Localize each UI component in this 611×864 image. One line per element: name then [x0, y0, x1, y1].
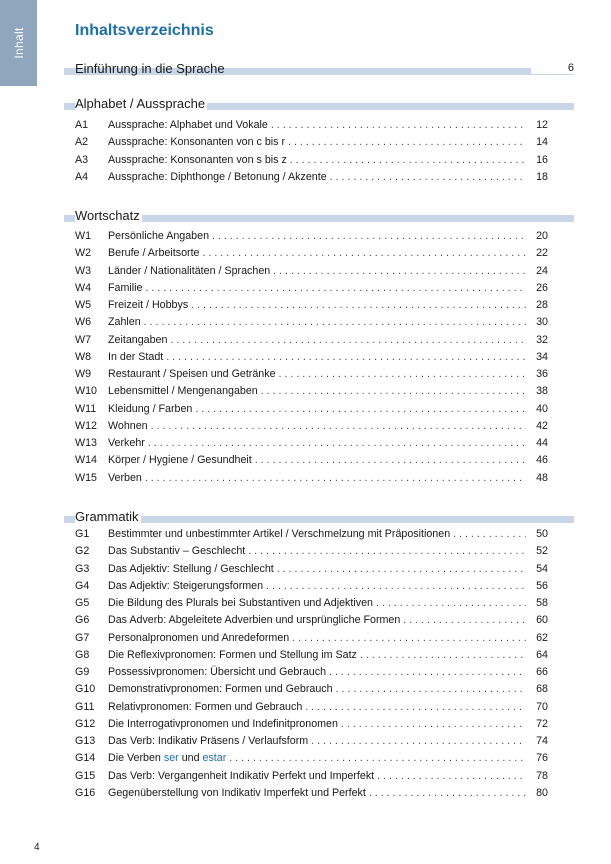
entry-page: 58	[536, 597, 548, 609]
entry-page: 36	[536, 368, 548, 380]
entry-code: W13	[75, 437, 97, 449]
entry-label: Länder / Nationalitäten / Sprachen . . .	[108, 263, 526, 280]
entry-code: W3	[75, 264, 92, 277]
toc-entry[interactable]	[75, 543, 548, 560]
entry-page: 54	[536, 562, 548, 575]
toc-entry[interactable]	[75, 297, 548, 314]
entry-code: W12	[75, 419, 97, 432]
toc-entry[interactable]	[75, 750, 548, 767]
entry-page: 50	[536, 528, 548, 540]
entry-code: W8	[75, 350, 92, 363]
entry-label: Personalpronomen und Anredeformen . . .	[108, 630, 526, 647]
section-title-grammatik: Grammatik	[75, 509, 139, 524]
entry-label: Gegenüberstellung von Indikativ Imperfekt und Perfekt . . .	[108, 785, 526, 802]
entry-label: Zeitangaben . . .	[108, 332, 526, 349]
toc-entry[interactable]	[75, 152, 548, 169]
entry-page: 48	[536, 471, 548, 484]
page-number: 4	[34, 842, 40, 853]
entry-code: A3	[75, 153, 89, 166]
section-grammatik	[64, 511, 574, 525]
entry-label: Familie . . .	[108, 280, 526, 297]
entry-page: 56	[536, 579, 548, 592]
entry-keyword: estar	[202, 752, 227, 765]
entry-code: G4	[75, 579, 90, 592]
entry-code: G8	[75, 648, 90, 661]
entry-label: Kleidung / Farben . . .	[108, 401, 526, 418]
entry-page: 46	[536, 454, 548, 467]
toc-entry[interactable]	[75, 401, 548, 418]
entry-code: A2	[75, 136, 89, 149]
entry-page: 24	[536, 264, 548, 277]
wortschatz-list	[75, 228, 548, 487]
entry-code: W6	[75, 316, 92, 329]
toc-entry[interactable]	[75, 245, 548, 262]
entry-label: Das Adverb: Abgeleitete Adverbien und ursprüngliche Formen . . .	[108, 612, 526, 629]
entry-page: 74	[536, 735, 548, 747]
side-tab	[0, 0, 37, 86]
toc-entry[interactable]	[75, 366, 548, 383]
entry-page: 12	[536, 119, 548, 131]
entry-page: 44	[536, 437, 548, 449]
entry-page: 72	[536, 717, 548, 730]
entry-label: Die Bildung des Plurals bei Substantiven und Adjektiven . . .	[108, 595, 526, 612]
entry-page: 76	[536, 752, 548, 765]
entry-code: W9	[75, 368, 92, 380]
toc-entry[interactable]	[75, 452, 548, 469]
entry-page: 40	[536, 402, 548, 415]
entry-page: 20	[536, 230, 548, 242]
toc-entry[interactable]	[75, 612, 548, 629]
toc-entry[interactable]	[75, 280, 548, 297]
toc-entry[interactable]	[75, 314, 548, 331]
entry-label	[108, 750, 526, 767]
entry-code: W7	[75, 333, 92, 346]
entry-label: Lebensmittel / Mengenangaben . . .	[108, 383, 526, 400]
toc-entry[interactable]	[75, 561, 548, 578]
entry-page: 16	[536, 153, 548, 166]
toc-entry[interactable]	[75, 664, 548, 681]
intro-heading[interactable]	[64, 63, 574, 77]
toc-entry[interactable]	[75, 578, 548, 595]
entry-label: Die Reflexivpronomen: Formen und Stellung im Satz . . .	[108, 647, 526, 664]
intro-title: Einführung in die Sprache	[75, 61, 225, 76]
entry-code: W11	[75, 402, 97, 415]
toc-entry[interactable]	[75, 699, 548, 716]
entry-code: G13	[75, 735, 96, 747]
intro-page: 6	[531, 62, 574, 74]
toc-entry[interactable]	[75, 117, 548, 134]
entry-label: Körper / Hygiene / Gesundheit . . .	[108, 452, 526, 469]
section-title-wortschatz: Wortschatz	[75, 208, 140, 223]
entry-label: Verben . . .	[108, 470, 526, 487]
entry-page: 30	[536, 316, 548, 329]
grammatik-list	[75, 526, 548, 802]
entry-page: 64	[536, 648, 548, 661]
entry-label: Zahlen . . .	[108, 314, 526, 331]
entry-code: G2	[75, 545, 90, 558]
entry-label: Verkehr . . .	[108, 435, 526, 452]
toc-entry[interactable]	[75, 263, 548, 280]
entry-keyword: ser	[163, 752, 179, 765]
entry-label: Relativpronomen: Formen und Gebrauch . . .	[108, 699, 526, 716]
entry-code: A4	[75, 170, 89, 183]
toc-entry[interactable]	[75, 470, 548, 487]
entry-page: 70	[536, 700, 548, 713]
entry-page: 32	[536, 333, 548, 346]
entry-code: G12	[75, 717, 96, 730]
entry-label-part: und	[178, 752, 203, 765]
toc-entry[interactable]	[75, 349, 548, 366]
entry-label: In der Stadt . . .	[108, 349, 526, 366]
entry-label: Demonstrativpronomen: Formen und Gebrauch . . .	[108, 681, 526, 698]
entry-page: 80	[536, 786, 548, 799]
entry-code: G10	[75, 683, 96, 696]
entry-label: Das Verb: Indikativ Präsens / Verlaufsform . . .	[108, 733, 526, 750]
entry-page: 14	[536, 136, 548, 149]
toc-entry[interactable]	[75, 647, 548, 664]
entry-label: Aussprache: Konsonanten von c bis r . . .	[108, 134, 526, 151]
entry-page: 26	[536, 281, 548, 294]
section-wortschatz	[64, 210, 574, 224]
toc-entry[interactable]	[75, 733, 548, 750]
entry-page: 62	[536, 631, 548, 644]
entry-code: G5	[75, 597, 90, 609]
entry-code: G14	[75, 752, 96, 765]
entry-label: Berufe / Arbeitsorte . . .	[108, 245, 526, 262]
page-title: Inhaltsverzeichnis	[75, 22, 214, 39]
entry-code: W5	[75, 299, 92, 311]
entry-page: 38	[536, 385, 548, 398]
toc-entry[interactable]	[75, 768, 548, 785]
entry-label: Die Interrogativpronomen und Indefinitpronomen . . .	[108, 716, 526, 733]
alphabet-list	[75, 117, 548, 186]
toc-entry[interactable]	[75, 228, 548, 245]
entry-label: Persönliche Angaben . . .	[108, 228, 526, 245]
entry-page: 22	[536, 247, 548, 260]
entry-label: Aussprache: Konsonanten von s bis z . . .	[108, 152, 526, 169]
toc-entry[interactable]	[75, 418, 548, 435]
toc-entry[interactable]	[75, 716, 548, 733]
side-tab-label: Inhalt	[11, 27, 26, 59]
entry-page: 34	[536, 350, 548, 363]
entry-label-part: Die Verben	[108, 752, 164, 765]
entry-label: Das Verb: Vergangenheit Indikativ Perfekt und Imperfekt . . .	[108, 768, 526, 785]
toc-entry[interactable]	[75, 169, 548, 186]
entry-code: G16	[75, 786, 96, 799]
entry-page: 60	[536, 614, 548, 627]
toc-entry[interactable]	[75, 435, 548, 452]
toc-entry[interactable]	[75, 134, 548, 151]
toc-entry[interactable]	[75, 630, 548, 647]
entry-code: G3	[75, 562, 90, 575]
entry-code: W4	[75, 281, 92, 294]
toc-entry[interactable]	[75, 526, 548, 543]
entry-label: Wohnen . . .	[108, 418, 526, 435]
entry-label: Freizeit / Hobbys . . .	[108, 297, 526, 314]
entry-code: W1	[75, 230, 92, 242]
entry-code: A1	[75, 119, 89, 131]
entry-label: Das Adjektiv: Steigerungsformen . . .	[108, 578, 526, 595]
entry-label: Bestimmter und unbestimmter Artikel / Verschmelzung mit Präpositionen . . .	[108, 526, 526, 543]
entry-code: W15	[75, 471, 97, 484]
entry-page: 68	[536, 683, 548, 696]
section-alphabet	[64, 98, 574, 112]
entry-label: Restaurant / Speisen und Getränke . . .	[108, 366, 526, 383]
entry-page: 28	[536, 299, 548, 311]
entry-code: G9	[75, 666, 90, 678]
toc-entry[interactable]	[75, 681, 548, 698]
section-title-alphabet: Alphabet / Aussprache	[75, 96, 206, 111]
entry-label: Aussprache: Diphthonge / Betonung / Akzente . . .	[108, 169, 526, 186]
entry-code: G7	[75, 631, 90, 644]
entry-code: W2	[75, 247, 92, 260]
entry-code: G1	[75, 528, 90, 540]
entry-code: G15	[75, 769, 96, 782]
entry-page: 78	[536, 769, 548, 782]
entry-page: 66	[536, 666, 548, 678]
entry-page: 18	[536, 170, 548, 183]
entry-label: Aussprache: Alphabet und Vokale . . .	[108, 117, 526, 134]
entry-label: Das Adjektiv: Stellung / Geschlecht . . .	[108, 561, 526, 578]
entry-code: G11	[75, 700, 95, 713]
entry-page: 52	[536, 545, 548, 558]
entry-code: W14	[75, 454, 97, 467]
toc-entry[interactable]	[75, 595, 548, 612]
entry-code: G6	[75, 614, 90, 627]
toc-entry[interactable]	[75, 383, 548, 400]
toc-entry[interactable]	[75, 785, 548, 802]
entry-label: Das Substantiv – Geschlecht . . .	[108, 543, 526, 560]
toc-entry[interactable]	[75, 332, 548, 349]
entry-code: W10	[75, 385, 97, 398]
entry-label: Possessivpronomen: Übersicht und Gebrauch . . .	[108, 664, 526, 681]
entry-page: 42	[536, 419, 548, 432]
